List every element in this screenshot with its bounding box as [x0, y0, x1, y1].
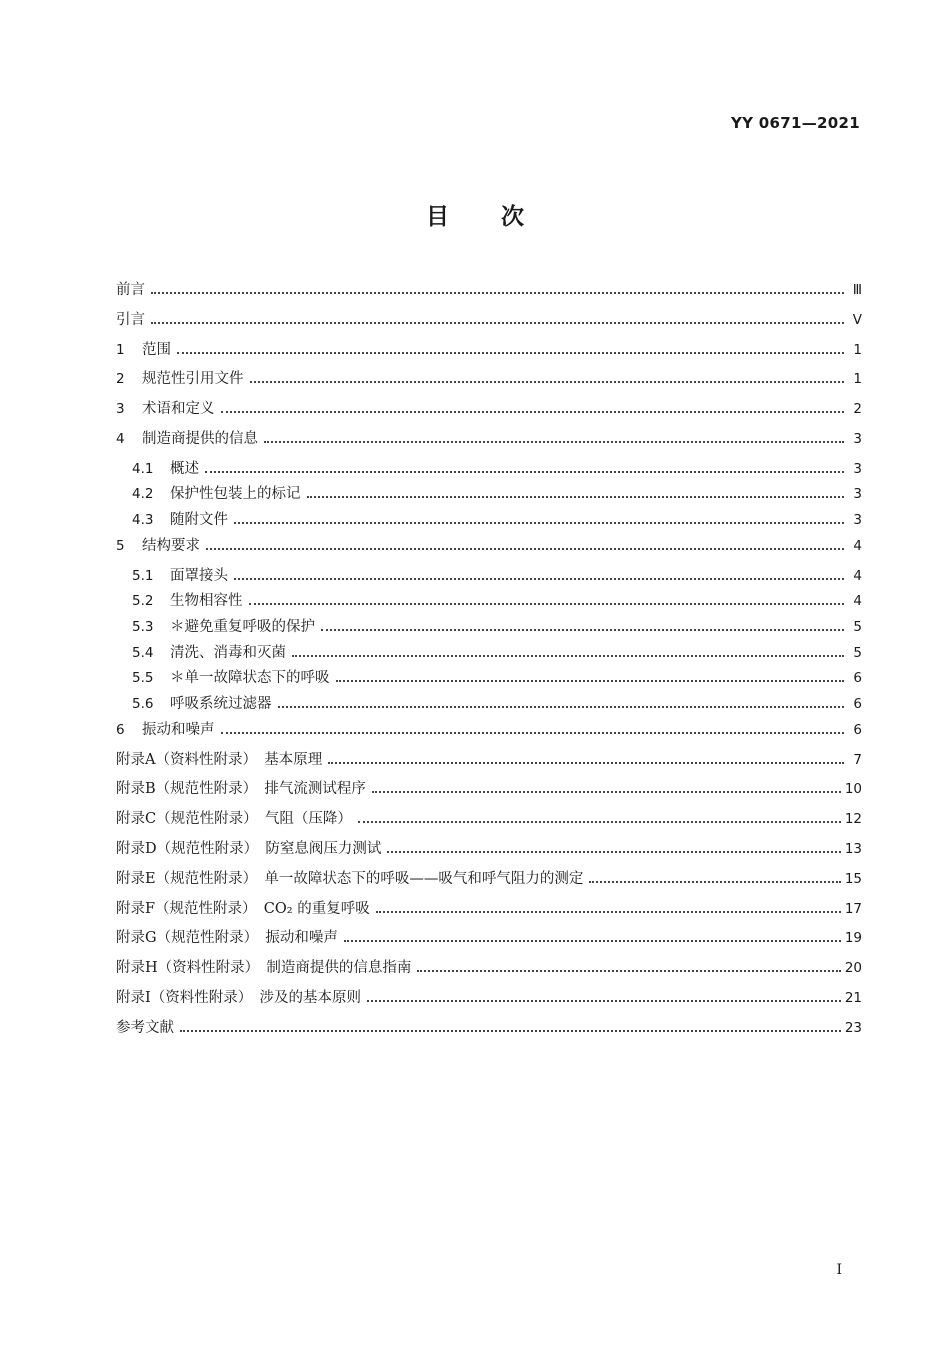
- toc-entry-label: 随附文件: [170, 512, 228, 529]
- toc-entry-label: 附录A（资料性附录） 基本原理: [116, 751, 323, 768]
- toc-entry-page: 2: [853, 401, 862, 418]
- toc-entry-page: 13: [844, 840, 862, 857]
- toc-entry-page: 21: [844, 989, 862, 1006]
- toc-entry-page: 1: [853, 371, 862, 388]
- toc-entry[interactable]: [116, 693, 862, 719]
- toc-entry-number: 4.1: [132, 460, 154, 477]
- toc-dot-leader: [221, 410, 845, 413]
- toc-dot-leader: [234, 521, 844, 524]
- toc-dot-leader: [307, 495, 845, 498]
- toc-entry-number: 4: [116, 430, 125, 447]
- toc-entry[interactable]: [116, 838, 862, 868]
- toc-dot-leader: [387, 850, 840, 853]
- toc-entry[interactable]: [116, 339, 862, 369]
- toc-dot-leader: [328, 761, 844, 764]
- toc-entry-label: 保护性包装上的标记: [170, 486, 301, 503]
- toc-entry-label: 术语和定义: [142, 401, 215, 418]
- toc-dot-leader: [177, 351, 844, 354]
- toc-dot-leader: [264, 440, 844, 443]
- toc-entry[interactable]: [116, 778, 862, 808]
- toc-entry-page: 5: [853, 644, 862, 661]
- toc-entry-page: 3: [853, 430, 862, 447]
- toc-entry-label: 呼吸系统过滤器: [170, 696, 272, 713]
- toc-entry-page: 12: [844, 811, 862, 828]
- toc-dot-leader: [417, 969, 840, 972]
- toc-entry-number: 4.3: [132, 512, 154, 529]
- toc-dot-leader: [205, 470, 844, 473]
- toc-dot-leader: [221, 731, 845, 734]
- toc-entry-label: 附录G（规范性附录） 振动和噪声: [116, 930, 338, 947]
- toc-entry-label: 附录E（规范性附录） 单一故障状态下的呼吸——吸气和呼气阻力的测定: [116, 870, 584, 887]
- toc-entry-page: 4: [853, 567, 862, 584]
- toc-entry-page: 6: [853, 721, 862, 738]
- toc-entry-label: 振动和噪声: [142, 721, 215, 738]
- toc-entry-page: 3: [853, 460, 862, 477]
- toc-entry-number: 2: [116, 371, 125, 388]
- toc-entry-label: 结构要求: [142, 537, 200, 554]
- toc-entry-number: 5.1: [132, 567, 154, 584]
- toc-entry-label: 范围: [142, 341, 171, 358]
- toc-dot-leader: [321, 628, 844, 631]
- toc-entry[interactable]: [116, 458, 862, 484]
- toc-entry[interactable]: [116, 868, 862, 898]
- toc-entry[interactable]: [116, 279, 862, 309]
- toc-entry-label: 概述: [170, 460, 199, 477]
- toc-entry[interactable]: [116, 565, 862, 591]
- toc-entry[interactable]: [116, 719, 862, 749]
- toc-dot-leader: [336, 679, 845, 682]
- toc-dot-leader: [344, 939, 841, 942]
- toc-entry-number: 4.2: [132, 486, 154, 503]
- toc-dot-leader: [292, 654, 844, 657]
- toc-entry-page: Ⅲ: [852, 282, 862, 298]
- toc-entry-label: 附录D（规范性附录） 防窒息阀压力测试: [116, 840, 382, 857]
- toc-dot-leader: [589, 880, 840, 883]
- toc-entry-label: 规范性引用文件: [142, 371, 244, 388]
- toc-entry[interactable]: [116, 808, 862, 838]
- toc-entry[interactable]: [116, 483, 862, 509]
- toc-dot-leader: [151, 291, 844, 294]
- footer-page-number: I: [836, 1262, 842, 1278]
- toc-entry-number: 5.3: [132, 619, 154, 636]
- table-of-contents: [116, 279, 862, 1047]
- toc-dot-leader: [250, 380, 845, 383]
- toc-entry-label: 清洗、消毒和灭菌: [170, 644, 286, 661]
- toc-entry-label: ＊避免重复呼吸的保护: [170, 619, 315, 636]
- toc-entry-page: 4: [853, 593, 862, 610]
- standard-code: YY 0671—2021: [730, 114, 860, 132]
- toc-entry-page: 19: [844, 930, 862, 947]
- toc-entry[interactable]: [116, 398, 862, 428]
- toc-entry-label: 附录F（规范性附录） CO₂ 的重复呼吸: [116, 900, 370, 917]
- toc-entry-label: 制造商提供的信息: [142, 430, 258, 447]
- toc-entry-number: 5.4: [132, 644, 154, 661]
- toc-entry-label: 附录I（资料性附录） 涉及的基本原则: [116, 989, 361, 1006]
- toc-dot-leader: [151, 321, 844, 324]
- toc-entry-page: 3: [853, 512, 862, 529]
- toc-dot-leader: [249, 602, 845, 605]
- toc-entry-label: 引言: [116, 311, 145, 328]
- toc-entry-page: 7: [853, 751, 862, 768]
- toc-entry[interactable]: [116, 927, 862, 957]
- toc-dot-leader: [206, 547, 844, 550]
- toc-dot-leader: [367, 999, 841, 1002]
- toc-entry[interactable]: [116, 535, 862, 565]
- toc-entry-label: 参考文献: [116, 1019, 174, 1036]
- toc-dot-leader: [180, 1029, 841, 1032]
- toc-entry-page: 15: [844, 870, 862, 887]
- toc-entry-page: 5: [853, 619, 862, 636]
- toc-entry-label: 附录H（资料性附录） 制造商提供的信息指南: [116, 960, 412, 977]
- toc-entry[interactable]: [116, 642, 862, 668]
- toc-entry-page: Ⅴ: [852, 311, 862, 328]
- toc-entry-page: 17: [844, 900, 862, 917]
- toc-entry-page: 20: [844, 960, 862, 977]
- toc-entry-number: 3: [116, 401, 125, 418]
- toc-entry[interactable]: [116, 509, 862, 535]
- toc-entry-page: 6: [853, 670, 862, 687]
- toc-entry-label: ＊单一故障状态下的呼吸: [170, 670, 330, 687]
- toc-dot-leader: [372, 790, 841, 793]
- toc-entry[interactable]: [116, 368, 862, 398]
- toc-dot-leader: [358, 820, 841, 823]
- toc-entry-page: 4: [853, 537, 862, 554]
- toc-entry[interactable]: [116, 667, 862, 693]
- toc-entry-page: 1: [853, 341, 862, 358]
- toc-entry[interactable]: [116, 309, 862, 339]
- toc-entry-number: 5: [116, 537, 125, 554]
- toc-entry-label: 前言: [116, 282, 145, 298]
- toc-entry[interactable]: [116, 428, 862, 458]
- toc-dot-leader: [234, 577, 844, 580]
- toc-entry-page: 6: [853, 696, 862, 713]
- toc-entry-number: 6: [116, 721, 125, 738]
- toc-entry-page: 3: [853, 486, 862, 503]
- toc-entry[interactable]: [116, 616, 862, 642]
- toc-entry-number: 5.6: [132, 696, 154, 713]
- toc-entry-number: 1: [116, 341, 125, 358]
- toc-entry-number: 5.2: [132, 593, 154, 610]
- toc-entry-page: 23: [844, 1019, 862, 1036]
- toc-entry[interactable]: [116, 590, 862, 616]
- toc-entry-label: 面罩接头: [170, 567, 228, 584]
- toc-entry-label: 附录C（规范性附录） 气阻（压降）: [116, 811, 352, 828]
- toc-entry[interactable]: [116, 898, 862, 928]
- toc-entry-page: 10: [844, 781, 862, 798]
- toc-entry-label: 生物相容性: [170, 593, 243, 610]
- toc-dot-leader: [278, 705, 845, 708]
- toc-entry[interactable]: [116, 749, 862, 779]
- toc-entry[interactable]: [116, 1017, 862, 1047]
- toc-entry[interactable]: [116, 987, 862, 1017]
- toc-entry-number: 5.5: [132, 670, 154, 687]
- toc-entry[interactable]: [116, 957, 862, 987]
- page-title: 目次: [426, 204, 576, 230]
- toc-dot-leader: [376, 910, 841, 913]
- toc-entry-label: 附录B（规范性附录） 排气流测试程序: [116, 781, 366, 798]
